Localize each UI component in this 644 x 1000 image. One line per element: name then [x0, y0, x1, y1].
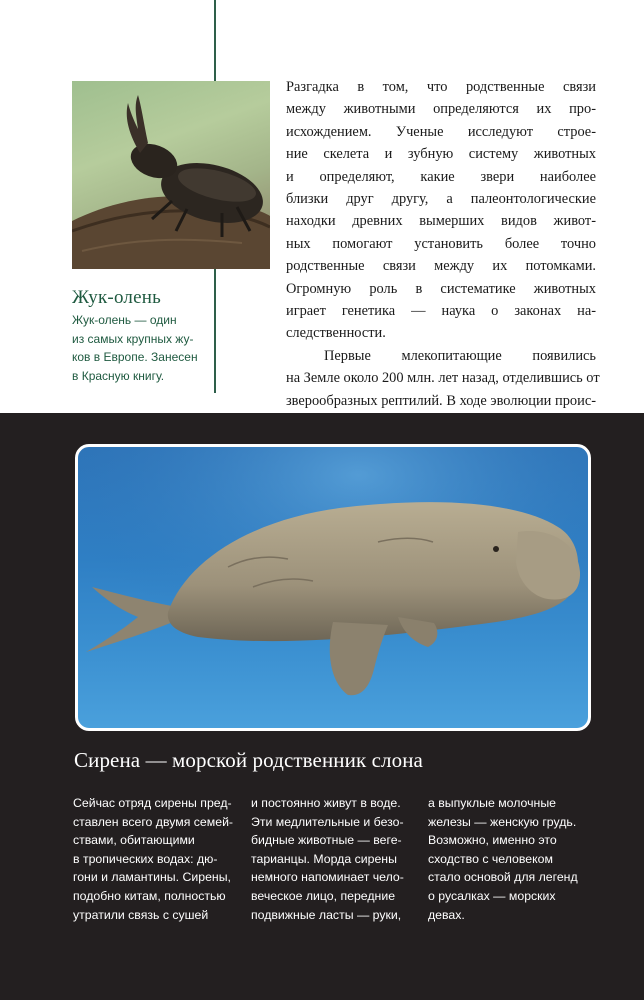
top-section [0, 0, 644, 413]
dugong-photo [75, 444, 591, 731]
caption-title: Жук-олень [72, 287, 161, 308]
text-column-1: Сейчас отряд сирены пред- ставлен всего двумя семей- ствами, обитающими в тропических водах: дю- гони и ламантины. Сирены, подобно китам, полностью утратили связь с сушей [73, 796, 234, 922]
section-title: Сирена — морской родственник слона [74, 748, 423, 772]
text-column-2: и постоянно живут в воде. Эти медлительные и безо- бидные животные — веге- тарианцы. Морда сирены немного напоминает чело- веческое лицо, передние подвижные ласты — руки, [251, 796, 404, 922]
stag-beetle-photo [72, 81, 270, 269]
caption-text: Жук-олень — один из самых крупных жу- ков в Европе. Занесен в Красную книгу. [72, 313, 198, 383]
text-column-3: а выпуклые молочные железы — женскую грудь. Возможно, именно это сходство с человеком стало основой для легенд о русалках — морских девах. [428, 796, 578, 922]
main-paragraph: Разгадка в том, что родственные связи между животными определяются их про- исхождением. Ученые исследуют строе- ние скелета и зубную систему животных и определяют, какие звери наиболее близки друг другу, а палеонтологические находки древних вымерших видов живот- ных помогают установить более точно родственные связи между их потомками. Огромную роль в систематике животных играет генетика — наука о законах на- следственности. Первые млекопитающие появились на Земле около 200 млн. лет назад, отделившись от зверообразных рептилий. В ходе эволюции проис- [286, 79, 600, 409]
